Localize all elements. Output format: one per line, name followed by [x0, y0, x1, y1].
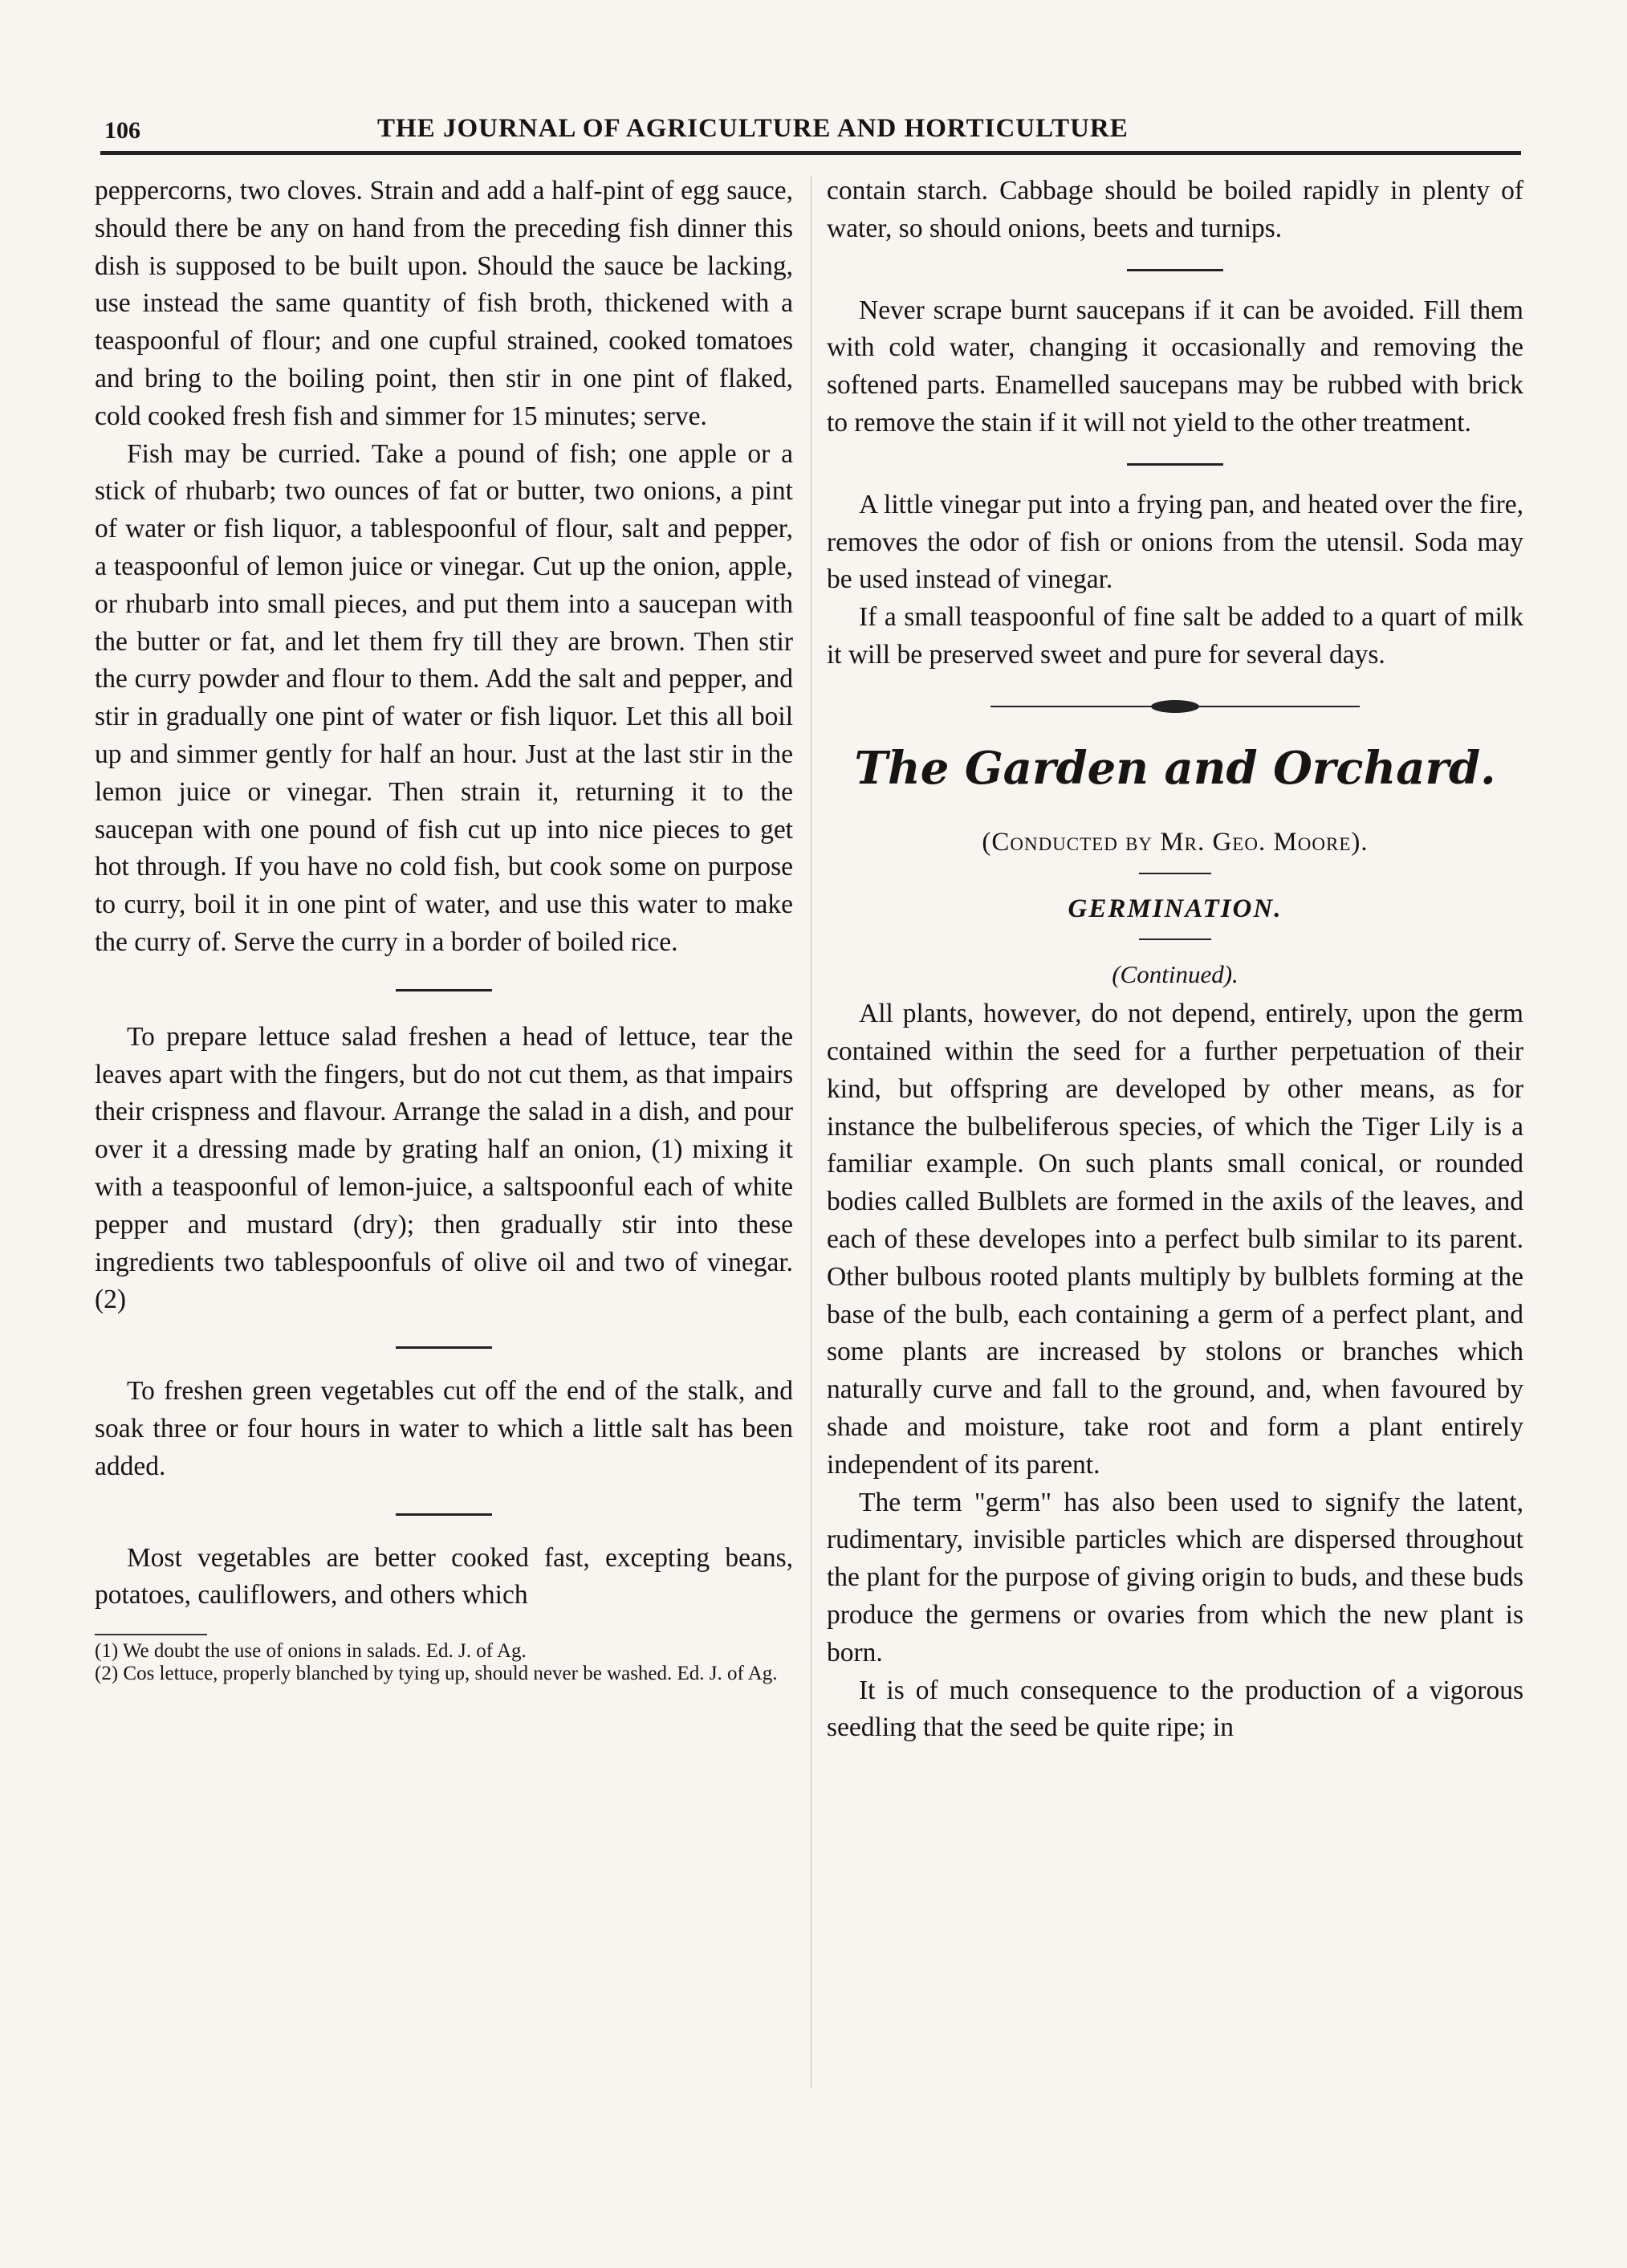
header-rule: [100, 151, 1521, 155]
footnote-2: (2) Cos lettuce, properly blanched by tying up, should never be washed. Ed. J. of Ag.: [95, 1663, 778, 1685]
paragraph-starch-vegetables: contain starch. Cabbage should be boiled rapidly in plenty of water, so should onions, beets and turnips.: [827, 176, 1523, 243]
paragraph-vinegar-frying-pan: A little vinegar put into a frying pan, and heated over the fire, removes the odor of fish or onions from the utensil. Soda may be used instead of vinegar.: [827, 489, 1523, 595]
section-title: The Garden and Orchard.: [854, 741, 1496, 795]
paragraph-germ-term: The term "germ" has also been used to signify the latent, rudimentary, invisible particles which are dispersed throughout the plant for the purpose of giving origin to buds, and these buds produce the germens or ovaries from which the new plant is born.: [827, 1487, 1523, 1667]
footnote-rule: [95, 1634, 207, 1635]
section-separator: [1139, 873, 1211, 874]
paragraph-burnt-saucepans: Never scrape burnt saucepans if it can be avoided. Fill them with cold water, changing it occasionally and removing the softened parts. Enamelled saucepans may be rubbed with brick to remove the stain if it will not yield to the other treatment.: [827, 295, 1523, 438]
continued-note: (Continued).: [1112, 960, 1239, 989]
section-separator: [1127, 463, 1223, 466]
running-title: THE JOURNAL OF AGRICULTURE AND HORTICULTURE: [377, 114, 1129, 143]
section-separator: [1139, 939, 1211, 940]
section-separator: [396, 1513, 492, 1516]
footnote-1: (1) We doubt the use of onions in salads. Ed. J. of Ag.: [95, 1640, 527, 1663]
paragraph-plant-propagation: All plants, however, do not depend, entirely, upon the germ contained within the seed for a further perpetuation of their kind, but offspring are developed by other means, as for instance the bulbeliferous species, of which the Tiger Lily is a familiar example. On such plants small conical, or rounded bodies called Bulblets are formed in the axils of the leaves, and each of these developes into a perfect bulb similar to its parent. Other bulbous rooted plants multiply by bulblets forming at the base of the bulb, each containing a germ of a perfect plant, and some plants are increased by stolons or branches which naturally curve and fall to the ground, and, when favoured by shade and moisture, take root and form a plant entirely independent of its parent.: [827, 999, 1523, 1480]
paragraph-salt-milk: If a small teaspoonful of fine salt be added to a quart of milk it will be preserved sweet and pure for several days.: [827, 602, 1523, 670]
left-column: [95, 173, 793, 1685]
conducted-by: (Conducted by Mr. Geo. Moore).: [982, 827, 1369, 857]
right-column: [827, 173, 1523, 1747]
ornamental-rule: [990, 697, 1360, 716]
paragraph-cooking-vegetables: Most vegetables are better cooked fast, excepting beans, potatoes, cauliflowers, and others which: [95, 1542, 793, 1610]
article-subhead: GERMINATION.: [1068, 894, 1283, 923]
section-separator: [396, 989, 492, 991]
page-number: 106: [104, 117, 140, 144]
paragraph-curried-fish: Fish may be curried. Take a pound of fish; one apple or a stick of rhubarb; two ounces of fat or butter, two onions, a pint of water or fish liquor, a tablespoonful of flour, salt and pepper, a teaspoonful of lemon juice or vinegar. Cut up the onion, apple, or rhubarb into small pieces, and put them into a saucepan with the butter or fat, and let them fry till they are brown. Then stir the curry powder and flour to them. Add the salt and pepper, and stir in gradually one pint of water or fish liquor. Let this all boil up and simmer gently for half an hour. Just at the last stir in the lemon juice or vinegar. Then strain it, returning it to the saucepan with one pound of fish cut up into nice pieces to get hot through. If you have no cold fish, but cook some on purpose to curry, boil it in one pint of water, and use this water to make the curry of. Serve the curry in a border of boiled rice.: [95, 438, 793, 957]
paragraph-lettuce-salad: To prepare lettuce salad freshen a head of lettuce, tear the leaves apart with the fingers, but do not cut them, as that impairs their crispness and flavour. Arrange the salad in a dish, and pour over it a dressing made by grating half an onion, (1) mixing it with a teaspoonful of lemon-juice, a saltspoonful each of white pepper and mustard (dry); then gradually stir into these ingredients two tablespoonfuls of olive oil and two of vinegar. (2): [95, 1021, 793, 1315]
paragraph-fish-sauce: peppercorns, two cloves. Strain and add a half-pint of egg sauce, should there be any on hand from the preceding fish dinner this dish is supposed to be built upon. Should the sauce be lacking, use instead the same quantity of fish broth, thickened with a teaspoonful of flour; and one cupful strained, cooked tomatoes and bring to the boiling point, then stir in one pint of flaked, cold cooked fresh fish and simmer for 15 minutes; serve.: [95, 176, 793, 431]
ornament-center: [1151, 700, 1199, 713]
paragraph-green-vegetables: To freshen green vegetables cut off the end of the stalk, and soak three or four hours in water to which a little salt has been added.: [95, 1376, 793, 1481]
section-separator: [396, 1346, 492, 1349]
section-separator: [1127, 269, 1223, 271]
paragraph-ripe-seed: It is of much consequence to the production of a vigorous seedling that the seed be quite ripe; in: [827, 1675, 1523, 1743]
